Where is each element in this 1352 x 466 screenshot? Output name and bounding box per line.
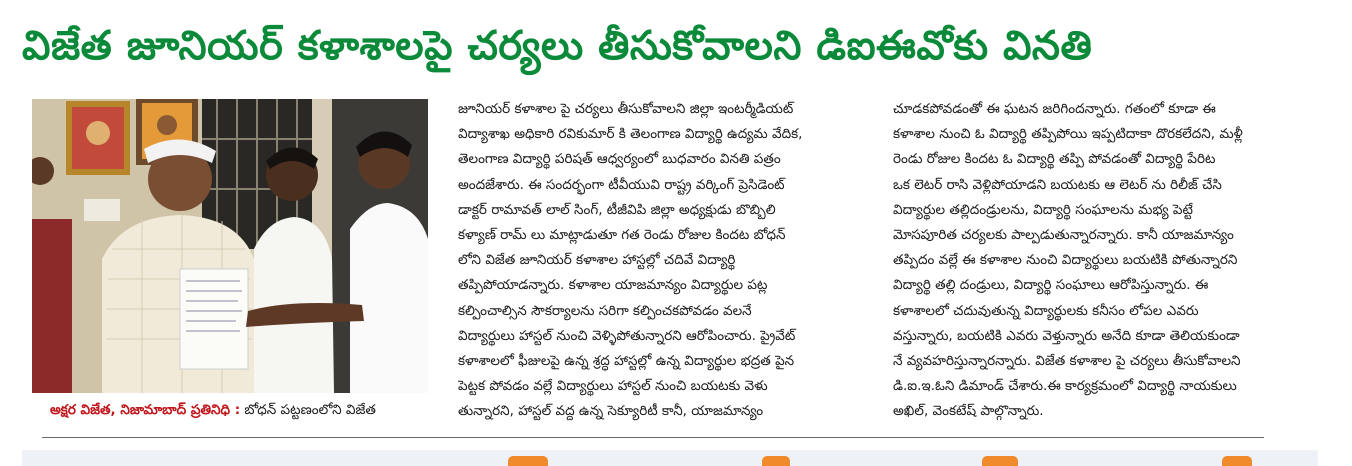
text-line: కళ్యాణ్ రామ్ లు మాట్లాడుతూ గత రెండు రోజుల కిందట బోధన్ <box>458 226 786 243</box>
text-line: విద్యార్థులు హాస్టల్ నుంచి వెళ్ళిపోతున్నారని ఆరోపించారు. ప్రైవేట్ <box>458 327 796 344</box>
text-line: కళాశాల నుంచి ఓ విద్యార్థి తప్పిపోయి ఇప్పటిదాకా దొరకలేదని, మళ్లీ <box>893 126 1243 143</box>
text-line: పెట్టక పోవడం వల్లే విద్యార్థులు హాస్టల్ నుంచి బయటకు వెళు <box>458 378 768 395</box>
text-line: డి.ఐ.ఇ.ఓని డిమాండ్ చేశారు.ఈ కార్యక్రమంలో విద్యార్థి నాయకులు <box>893 378 1237 395</box>
text-line: జూనియర్ కళాశాల పై చర్యలు తీసుకోవాలని జిల్లా ఇంటర్మీడియట్ <box>458 101 794 117</box>
news-photo <box>32 99 428 393</box>
article-column-2 <box>893 97 1301 424</box>
text-line: అఖిల్, వెంకటేష్ పాల్గొన్నారు. <box>893 403 1044 420</box>
text-line: లోని విజేత జూనియర్ కళాశాల హాస్టల్లో చదివే విద్యార్థి <box>458 252 736 269</box>
text-line: నే వ్యవహరిస్తున్నారన్నారు. విజేత కళాశాల పై చర్యలు తీసుకోవాలని <box>893 352 1241 369</box>
photo-caption <box>50 396 440 424</box>
text-line: విద్యార్థి తల్లి దండ్రులు, విద్యార్థి సంఘాలు ఆరోపిస్తున్నారు. ఈ <box>893 277 1209 294</box>
text-line: తెలంగాణ విద్యార్థి పరిషత్ ఆధ్వర్యంలో బుధవారం వినతి పత్రం <box>458 151 781 168</box>
byline: అక్షర విజేత, నిజామాబాద్ ప్రతినిధి : <box>50 402 241 418</box>
text-line: కల్పించాల్సిన సౌకర్యాలను సరిగా కల్పించకపోవడం వలనే <box>458 302 752 319</box>
text-line: వస్తున్నారు, బయటికి ఎవరు వెళ్తున్నారు అనేది కూడా తెలియకుండా <box>893 327 1240 344</box>
text-line: విద్యార్థుల తల్లిదండ్రులను, విద్యార్థి సంఘాలను మభ్య పెట్టే <box>893 201 1193 218</box>
text-line: తప్పిపోయాడన్నారు. కళాశాల యాజమాన్యం విద్యార్థుల పట్ల <box>458 277 768 294</box>
text-line: తప్పిదం వల్లే ఈ కళాశాల నుంచి విద్యార్థులు బయటికి పోతున్నారని <box>893 252 1238 269</box>
text-line: విద్యాశాఖ అధికారి రవికుమార్ కి తెలంగాణ విద్యార్థి ఉద్యమ వేదిక, <box>458 126 803 143</box>
caption-text: బోధన్ పట్టణంలోని విజేత <box>244 402 376 418</box>
next-article-strip <box>22 450 1318 466</box>
text-line: చూడకపోవడంతో ఈ ఘటన జరిగిందన్నారు. గతంలో కూడా ఈ <box>893 101 1216 117</box>
text-line: తున్నారని, హాస్టల్ వద్ద ఉన్న సెక్యూరిటీ కానీ, యాజమాన్యం <box>458 403 764 420</box>
text-line: రెండు రోజుల కిందట ఓ విద్యార్థి తప్పి పోవడంతో విద్యార్థి పేరిట <box>893 151 1216 168</box>
article-column-1 <box>458 97 868 424</box>
text-line: మోసపూరిత చర్యలకు పాల్పడుతున్నారన్నారు. కానీ యాజమాన్యం <box>893 226 1234 243</box>
text-line: ఒక లెటర్ రాసి వెళ్లిపోయాడని బయటకు ఆ లెటర్ ను రిలీజ్ చేసి <box>893 176 1222 193</box>
text-line: కళాశాలలో ఫీజులపై ఉన్న శ్రద్ధ హాస్టల్లో ఉన్న విద్యార్థుల భద్రత పైన <box>458 352 795 369</box>
text-line: కళాశాలలో చదువుతున్న విద్యార్థులకు కనీసం లోపల ఎవరు <box>893 302 1199 319</box>
headline: విజేత జూనియర్ కళాశాలపై చర్యలు తీసుకోవాలని డిఐఈవోకు వినతి <box>22 23 1093 69</box>
text-line: అందజేశారు. ఈ సందర్భంగా టీవీయువి రాష్ట్ర వర్కింగ్ ప్రెసిడెంట్ <box>458 176 785 193</box>
section-divider <box>42 437 1264 438</box>
text-line: డాక్టర్ రామావత్ లాల్ సింగ్, టీజీవిపి జిల్లా అధ్యక్షుడు బొబ్బిలి <box>458 201 776 218</box>
